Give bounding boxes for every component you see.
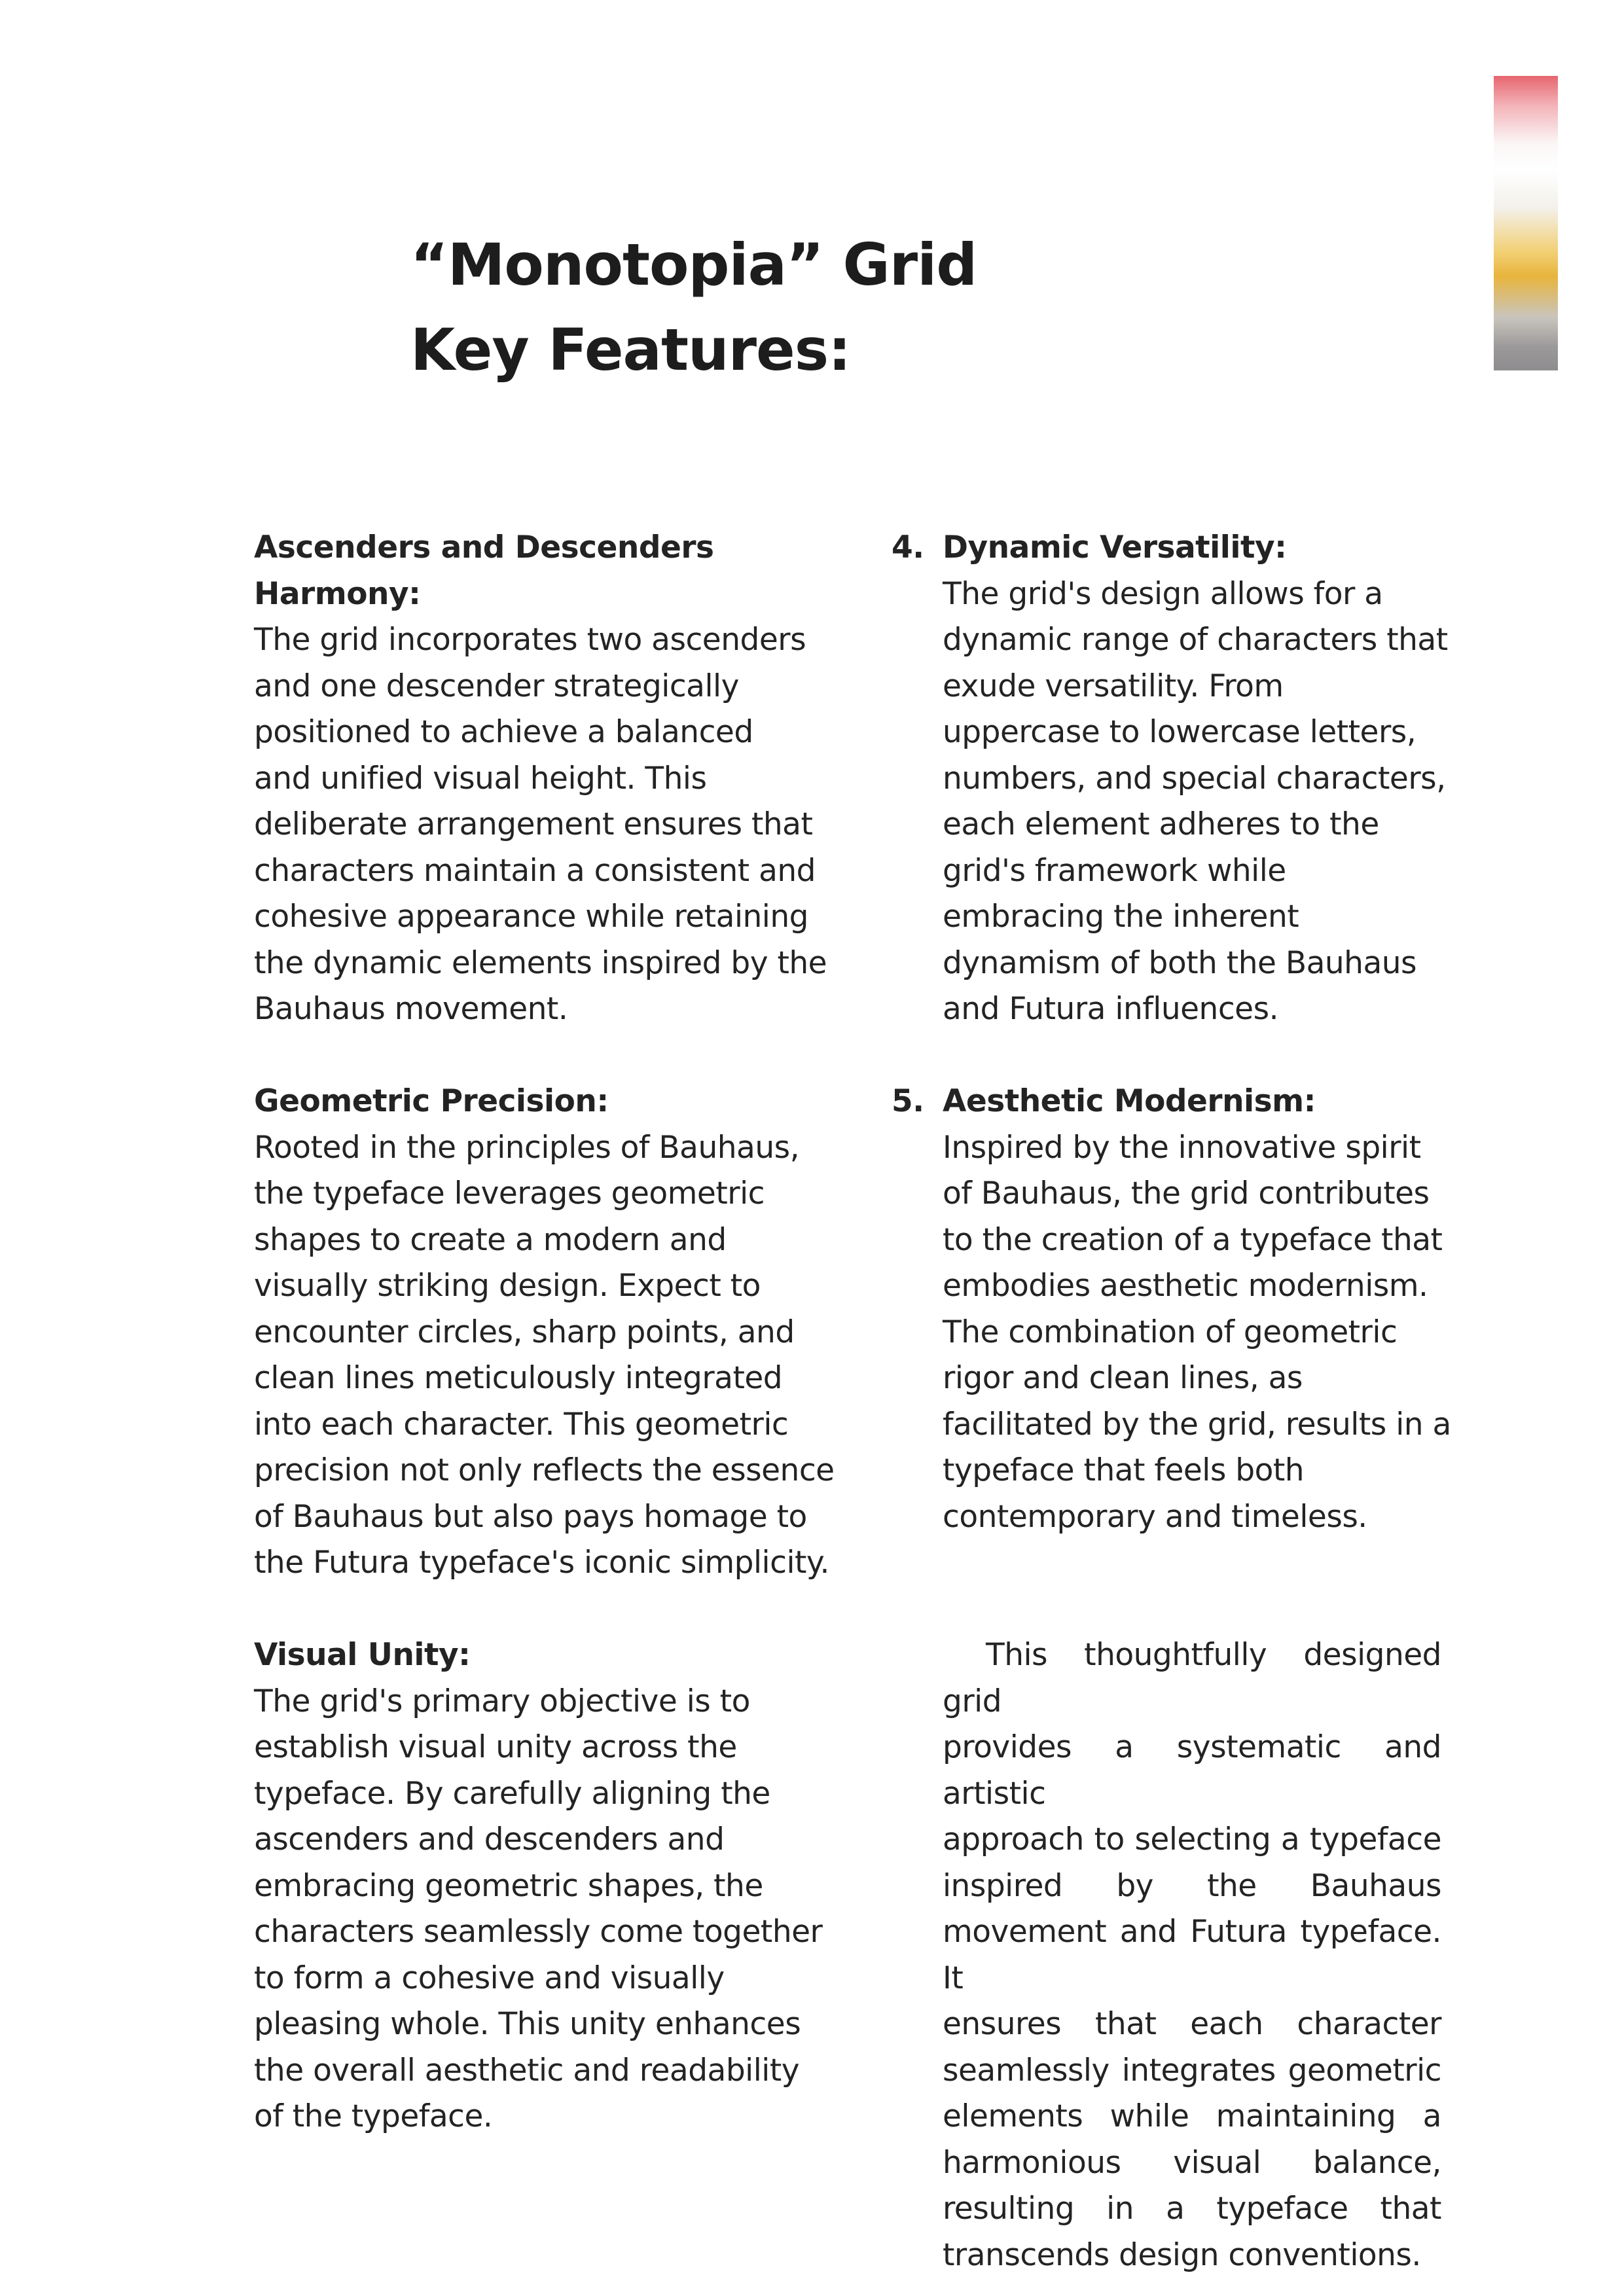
body-line: ascenders and descenders and: [254, 1821, 725, 1857]
closing-line: movement and Futura typeface. It: [943, 1914, 1441, 1996]
body-line: The grid's primary objective is to: [254, 1683, 750, 1719]
closing-line: approach to selecting a typeface: [943, 1821, 1441, 1857]
body-line: to the creation of a typeface that: [943, 1221, 1443, 1258]
page-title: [410, 223, 977, 393]
right-column: [892, 525, 1451, 2278]
body-line: uppercase to lowercase letters,: [943, 714, 1416, 750]
closing-line: resulting in a typeface that: [943, 2191, 1441, 2227]
body-line: the typeface leverages geometric: [254, 1175, 765, 1211]
numbered-item-aesthetic-modernism: [892, 1079, 1451, 1540]
body-line: numbers, and special characters,: [943, 760, 1446, 797]
body-line: pleasing whole. This unity enhances: [254, 2006, 801, 2042]
body-line: Rooted in the principles of Bauhaus,: [254, 1129, 800, 1166]
body-line: each element adheres to the: [943, 806, 1379, 842]
body-line: precision not only reflects the essence: [254, 1452, 835, 1488]
body-line: the Futura typeface's iconic simplicity.: [254, 1545, 829, 1581]
body-line: shapes to create a modern and: [254, 1221, 727, 1258]
body-line: characters seamlessly come together: [254, 1914, 823, 1950]
body-line: facilitated by the grid, results in a: [943, 1406, 1451, 1443]
body-line: typeface that feels both: [943, 1452, 1305, 1488]
body-line: and Futura influences.: [943, 991, 1279, 1027]
section-body: [254, 1125, 835, 1587]
heading-line: Geometric Precision:: [254, 1083, 609, 1119]
body-line: establish visual unity across the: [254, 1729, 737, 1765]
heading-line: Ascenders and Descenders: [254, 529, 714, 565]
body-line: visually striking design. Expect to: [254, 1268, 761, 1304]
body-line: typeface. By carefully aligning the: [254, 1775, 770, 1812]
numbered-item-dynamic-versatility: [892, 525, 1448, 1033]
closing-line: inspired by the Bauhaus: [943, 1867, 1441, 1904]
item-body: [943, 1125, 1451, 1541]
closing-line: provides a systematic and artistic: [943, 1729, 1441, 1812]
body-line: deliberate arrangement ensures that: [254, 806, 813, 842]
body-line: encounter circles, sharp points, and: [254, 1314, 795, 1350]
body-line: rigor and clean lines, as: [943, 1360, 1303, 1396]
body-line: to form a cohesive and visually: [254, 1960, 725, 1996]
decorative-gradient-bar: [1494, 76, 1558, 370]
body-line: dynamic range of characters that: [943, 622, 1448, 658]
closing-line: This thoughtfully designed grid: [943, 1637, 1441, 1719]
closing-line: ensures that each character: [943, 2006, 1441, 2042]
title-line-1: “Monotopia” Grid: [410, 231, 977, 298]
body-line: into each character. This geometric: [254, 1406, 789, 1443]
title-line-2: Key Features:: [410, 316, 851, 384]
body-line: positioned to achieve a balanced: [254, 714, 753, 750]
section-body: [254, 1679, 830, 2140]
body-line: dynamism of both the Bauhaus: [943, 944, 1417, 981]
body-line: The grid's design allows for a: [943, 575, 1383, 612]
body-line: grid's framework while: [943, 852, 1286, 889]
body-line: the overall aesthetic and readability: [254, 2052, 800, 2089]
section-body: [254, 617, 830, 1033]
body-line: of Bauhaus, the grid contributes: [943, 1175, 1430, 1211]
closing-line: transcends design conventions.: [943, 2236, 1421, 2273]
body-line: exude versatility. From: [943, 668, 1284, 704]
body-line: contemporary and timeless.: [943, 1498, 1367, 1535]
closing-line: seamlessly integrates geometric: [943, 2052, 1441, 2089]
body-line: characters maintain a consistent and: [254, 852, 816, 889]
body-line: the dynamic elements inspired by the: [254, 944, 827, 981]
section-heading: [254, 525, 830, 617]
heading-line: Visual Unity:: [254, 1637, 471, 1673]
body-line: The grid incorporates two ascenders: [254, 622, 806, 658]
item-number: 5.: [892, 1083, 924, 1119]
body-line: of the typeface.: [254, 2098, 493, 2134]
body-line: Inspired by the innovative spirit: [943, 1129, 1421, 1166]
item-body: [943, 571, 1448, 1033]
body-line: and unified visual height. This: [254, 760, 707, 797]
item-heading: Dynamic Versatility:: [943, 529, 1287, 565]
body-line: Bauhaus movement.: [254, 991, 568, 1027]
body-line: and one descender strategically: [254, 668, 739, 704]
section-heading: [254, 1632, 830, 1679]
closing-line: elements while maintaining a: [943, 2098, 1441, 2134]
heading-line: Harmony:: [254, 575, 421, 612]
body-line: embracing the inherent: [943, 899, 1299, 935]
body-line: cohesive appearance while retaining: [254, 899, 808, 935]
closing-line: harmonious visual balance,: [943, 2144, 1441, 2181]
closing-paragraph: [892, 1632, 1441, 2278]
body-line: embodies aesthetic modernism.: [943, 1268, 1428, 1304]
left-column: [254, 525, 835, 2186]
section-heading: [254, 1079, 830, 1125]
body-line: clean lines meticulously integrated: [254, 1360, 783, 1396]
section-visual-unity: [254, 1632, 830, 2140]
section-geometric-precision: [254, 1079, 835, 1587]
body-line: embracing geometric shapes, the: [254, 1867, 763, 1904]
item-heading: Aesthetic Modernism:: [943, 1083, 1316, 1119]
item-number: 4.: [892, 529, 924, 565]
body-line: The combination of geometric: [943, 1314, 1398, 1350]
section-ascenders-descenders: [254, 525, 830, 1033]
body-line: of Bauhaus but also pays homage to: [254, 1498, 807, 1535]
